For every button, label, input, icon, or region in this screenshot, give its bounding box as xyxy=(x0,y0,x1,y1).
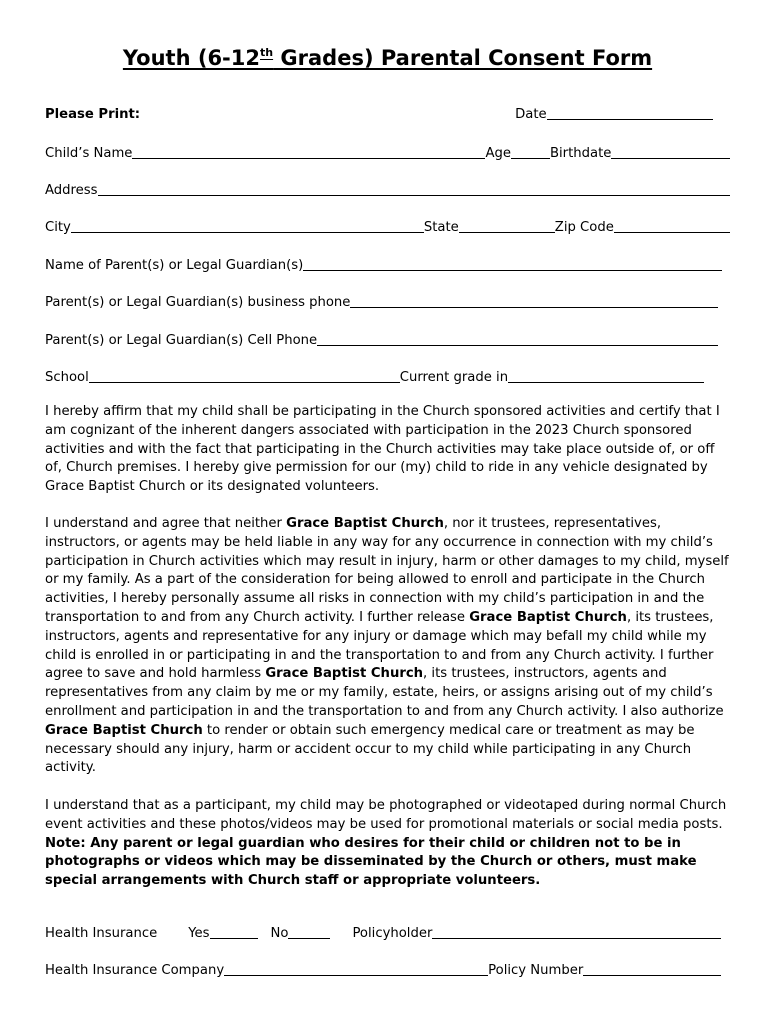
row-city xyxy=(45,215,730,235)
insurance-yes-field[interactable] xyxy=(210,924,258,939)
current-grade-field[interactable] xyxy=(508,368,704,383)
row-health-insurance xyxy=(45,921,730,941)
row-insurance-company xyxy=(45,958,730,978)
city-field[interactable] xyxy=(71,218,424,233)
state-field[interactable] xyxy=(459,218,555,233)
form-title: Youth (6-12th Grades) Parental Consent Form xyxy=(122,46,653,70)
childs-name-label: Child’s Name xyxy=(45,146,133,161)
health-insurance-label: Health Insurance xyxy=(45,926,158,941)
birthdate-field[interactable] xyxy=(611,144,730,159)
church-name: Grace Baptist Church xyxy=(45,722,203,738)
state-label: State xyxy=(423,220,459,235)
parent-name-field[interactable] xyxy=(303,256,722,271)
current-grade-label: Current grade in xyxy=(399,370,509,385)
row-business-phone xyxy=(45,290,730,310)
zip-label: Zip Code xyxy=(554,220,614,235)
affirmation-paragraph: I hereby affirm that my child shall be participating in the Church sponsored activities and certify that I am cognizant of the inherent dangers associated with participation in the 2023 Church sponsored activities and with the fact that participating in the Church activities may take place outside of, or off of, Church premises. I hereby give permission for our (my) child to ride in any vehicle designated by Grace Baptist Church or its designated volunteers. xyxy=(45,404,720,495)
address-label: Address xyxy=(45,183,98,198)
no-label: No xyxy=(270,926,289,941)
date-field[interactable] xyxy=(547,105,713,120)
row-child-name xyxy=(45,141,730,161)
yes-label: Yes xyxy=(188,926,210,941)
parent-name-label: Name of Parent(s) or Legal Guardian(s) xyxy=(45,258,304,273)
policy-number-field[interactable] xyxy=(583,961,721,976)
liability-paragraph: I understand and agree that neither Grace Baptist Church, nor it trustees, representatives, instructors, or agents may be held liable in any way for any occurrence in connection with my child’s participation in Church activities which may result in injury, harm or other damages to my child, myself or my family. As a part of the consideration for being allowed to enroll and participate in the Church activities, I hereby personally assume all risks in connection with my child’s participation in and the transportation to and from any Church activity. I further release Grace Baptist Church, its trustees, instructors, agents and representative for any injury or damage which may befall my child while my child is enrolled in or participating in and the transportation to and from any Church activity. I further agree to save and hold harmless Grace Baptist Church, its trustees, instructors, agents and representatives from any claim by me or my family, estate, heirs, or assigns arising out of my child’s enrollment and participation in and the transportation to and from any Church activity. I also authorize Grace Baptist Church to render or obtain such emergency medical care or treatment as may be necessary should any injury, harm or accident occur to my child while participating in any Church activity. xyxy=(45,516,729,776)
row-cell-phone xyxy=(45,328,730,348)
row-address xyxy=(45,178,730,198)
insurance-no-field[interactable] xyxy=(288,924,330,939)
policy-number-label: Policy Number xyxy=(488,963,584,978)
photo-release-paragraph: I understand that as a participant, my child may be photographed or videotaped during normal Church event activities and these photos/videos may be used for promotional materials or social media posts. Note: Any parent or legal guardian who desires for their child or children not to be in photographs or videos which may be disseminated by the Church or others, must make special arrangements with Church staff or appropriate volunteers. xyxy=(45,798,727,889)
insurance-company-field[interactable] xyxy=(224,961,488,976)
school-field[interactable] xyxy=(89,368,400,383)
school-label: School xyxy=(45,370,89,385)
age-field[interactable] xyxy=(511,144,550,159)
age-label: Age xyxy=(485,146,511,161)
cell-phone-label: Parent(s) or Legal Guardian(s) Cell Phone xyxy=(45,333,318,348)
church-name: Grace Baptist Church xyxy=(469,609,627,625)
please-print-label: Please Print: xyxy=(45,107,141,122)
zip-field[interactable] xyxy=(614,218,730,233)
insurance-company-label: Health Insurance Company xyxy=(45,963,225,978)
city-label: City xyxy=(45,220,71,235)
policyholder-label: Policyholder xyxy=(352,926,433,941)
policyholder-field[interactable] xyxy=(432,924,721,939)
date-label: Date xyxy=(515,107,547,122)
birthdate-label: Birthdate xyxy=(549,146,612,161)
cell-phone-field[interactable] xyxy=(317,331,718,346)
row-parent-name xyxy=(45,253,730,273)
church-name: Grace Baptist Church xyxy=(286,516,444,531)
business-phone-label: Parent(s) or Legal Guardian(s) business phone xyxy=(45,295,351,310)
row-please-print xyxy=(45,102,730,122)
childs-name-field[interactable] xyxy=(132,144,485,159)
business-phone-field[interactable] xyxy=(350,293,718,308)
address-field[interactable] xyxy=(98,181,730,196)
photo-note: Note: Any parent or legal guardian who desires for their child or children not to be in photographs or videos which may be disseminated by the Church or others, must make special arrangements with Church staff or appropriate volunteers. xyxy=(45,835,697,889)
church-name: Grace Baptist Church xyxy=(265,666,424,682)
row-school xyxy=(45,365,730,385)
